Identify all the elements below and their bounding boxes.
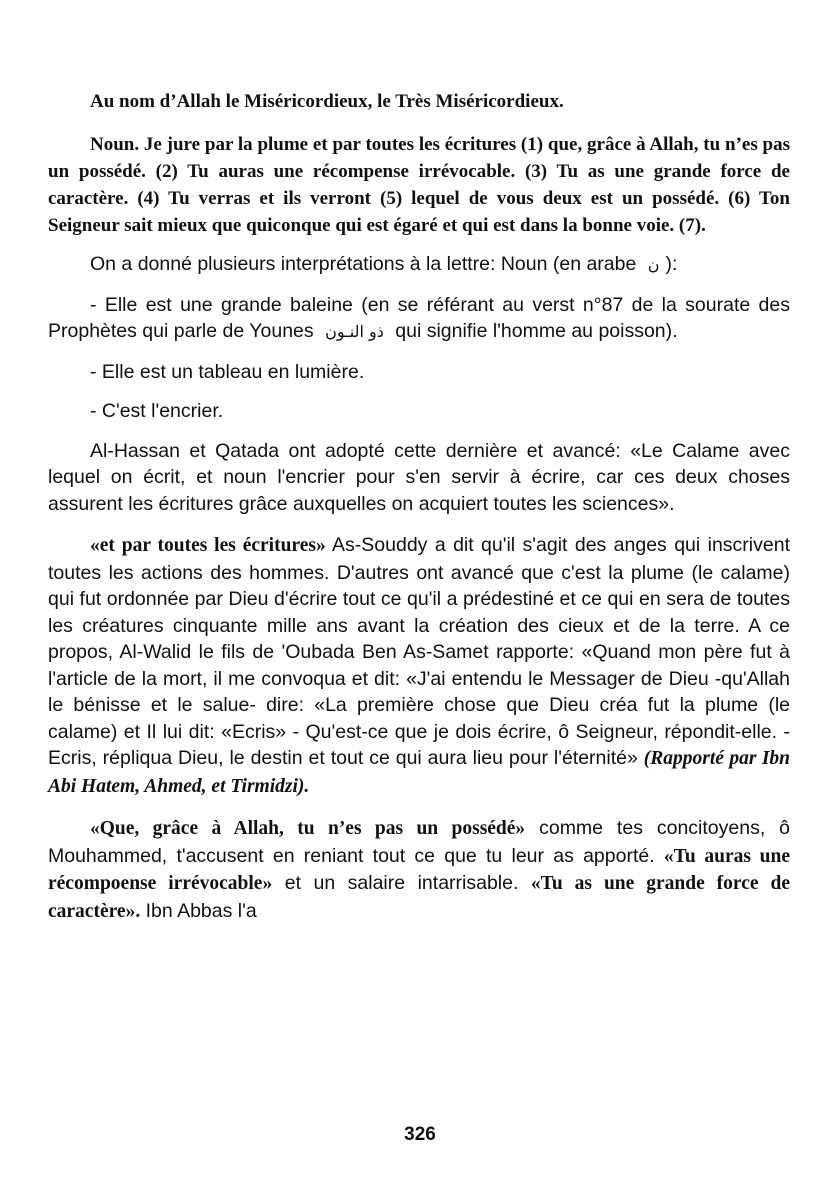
page-body (48, 88, 790, 925)
que-quote-3: «Tu as une grande force de caractère». (48, 873, 790, 922)
item-baleine-text: - Elle est une grande baleine (en se référant au verst n°87 de la sourate des Prophètes qui parle de Younes (48, 293, 790, 342)
verses-paragraph: Noun. Je jure par la plume et par toutes les écritures (1) que, grâce à Allah, tu n’es pas un possédé. (2) Tu auras une récompense irrévocable. (3) Tu as une grande force de caractère. (4) Tu verras et ils verront (5) lequel de vous deux est un possédé. (6) Ton Seigneur sait mieux que quiconque qui est égaré et qui est dans la bonne voie. (7). (48, 134, 790, 236)
que-paragraph (48, 815, 790, 925)
arabic-noun-letter: ن (647, 255, 660, 274)
ecritures-quote: «et par toutes les écritures» (90, 535, 326, 556)
interpretations-paragraph (48, 251, 790, 279)
arabic-dhu-nun: ذو النـون (325, 322, 384, 341)
page-number: 326 (404, 1124, 436, 1145)
item-baleine-after: qui signifie l'homme au poisson). (395, 320, 678, 342)
basmala: Au nom d’Allah le Miséricordieux, le Très Miséricordieux. (90, 91, 564, 112)
ecritures-citation: (Rapporté par Ibn Abi Hatem, Ahmed, et Tirmidzi). (48, 748, 790, 797)
que-text-3: Ibn Abbas l'a (145, 899, 257, 922)
item-encrier: - C'est l'encrier. (90, 400, 224, 422)
ecritures-text: As-Souddy a dit qu'il s'agit des anges qui inscrivent toutes les actions des hommes. D'autres ont avancé que c'est la plume (le calame) qui fut ordonnée par Dieu d'écrire tout ce qu'il a prédestiné et ce qui en sera de toutes les créatures cinquante mille ans avant la création des cieux et de la terre. A ce propos, Al-Walid le fils de 'Oubada Ben As-Samet rapporte: «Quand mon père fut à l'article de la mort, il me convoqua et dit: «J'ai entendu le Messager de Dieu -qu'Allah le bénisse et le salue- dire: «La première chose que Dieu créa fut la plume (le calame) et Il lui dit: «Ecris» - Qu'est-ce que je dois écrire, ô Seigneur, répondit-elle. - Ecris, répliqua Dieu, le destin et tout ce qui aura lieu pour l'éternité» (48, 534, 790, 769)
interpretations-text: On a donné plusieurs interprétations à la lettre: Noun (en arabe (90, 253, 637, 275)
interpretations-tail: ): (665, 253, 678, 275)
hassan-paragraph: Al-Hassan et Qatada ont adopté cette dernière et avancé: «Le Calame avec lequel on écrit, et noun l'encrier pour s'en servir à écrire, car ces deux choses assurent les écritures grâce auxquelles on acquiert toutes les sciences». (48, 439, 790, 515)
item-baleine (48, 292, 790, 346)
que-text-1: comme tes concitoyens, ô Mouhammed, t'accusent en reniant tout ce que tu leur as apporté. (48, 817, 790, 867)
que-quote-1: «Que, grâce à Allah, tu n’es pas un possédé» (90, 818, 526, 839)
que-text-2: et un salaire intarrisable. (284, 872, 519, 894)
item-tableau: - Elle est un tableau en lumière. (90, 360, 365, 383)
ecritures-paragraph (48, 532, 790, 800)
que-quote-2: «Tu auras une récompoense irrévocable» (48, 845, 790, 894)
